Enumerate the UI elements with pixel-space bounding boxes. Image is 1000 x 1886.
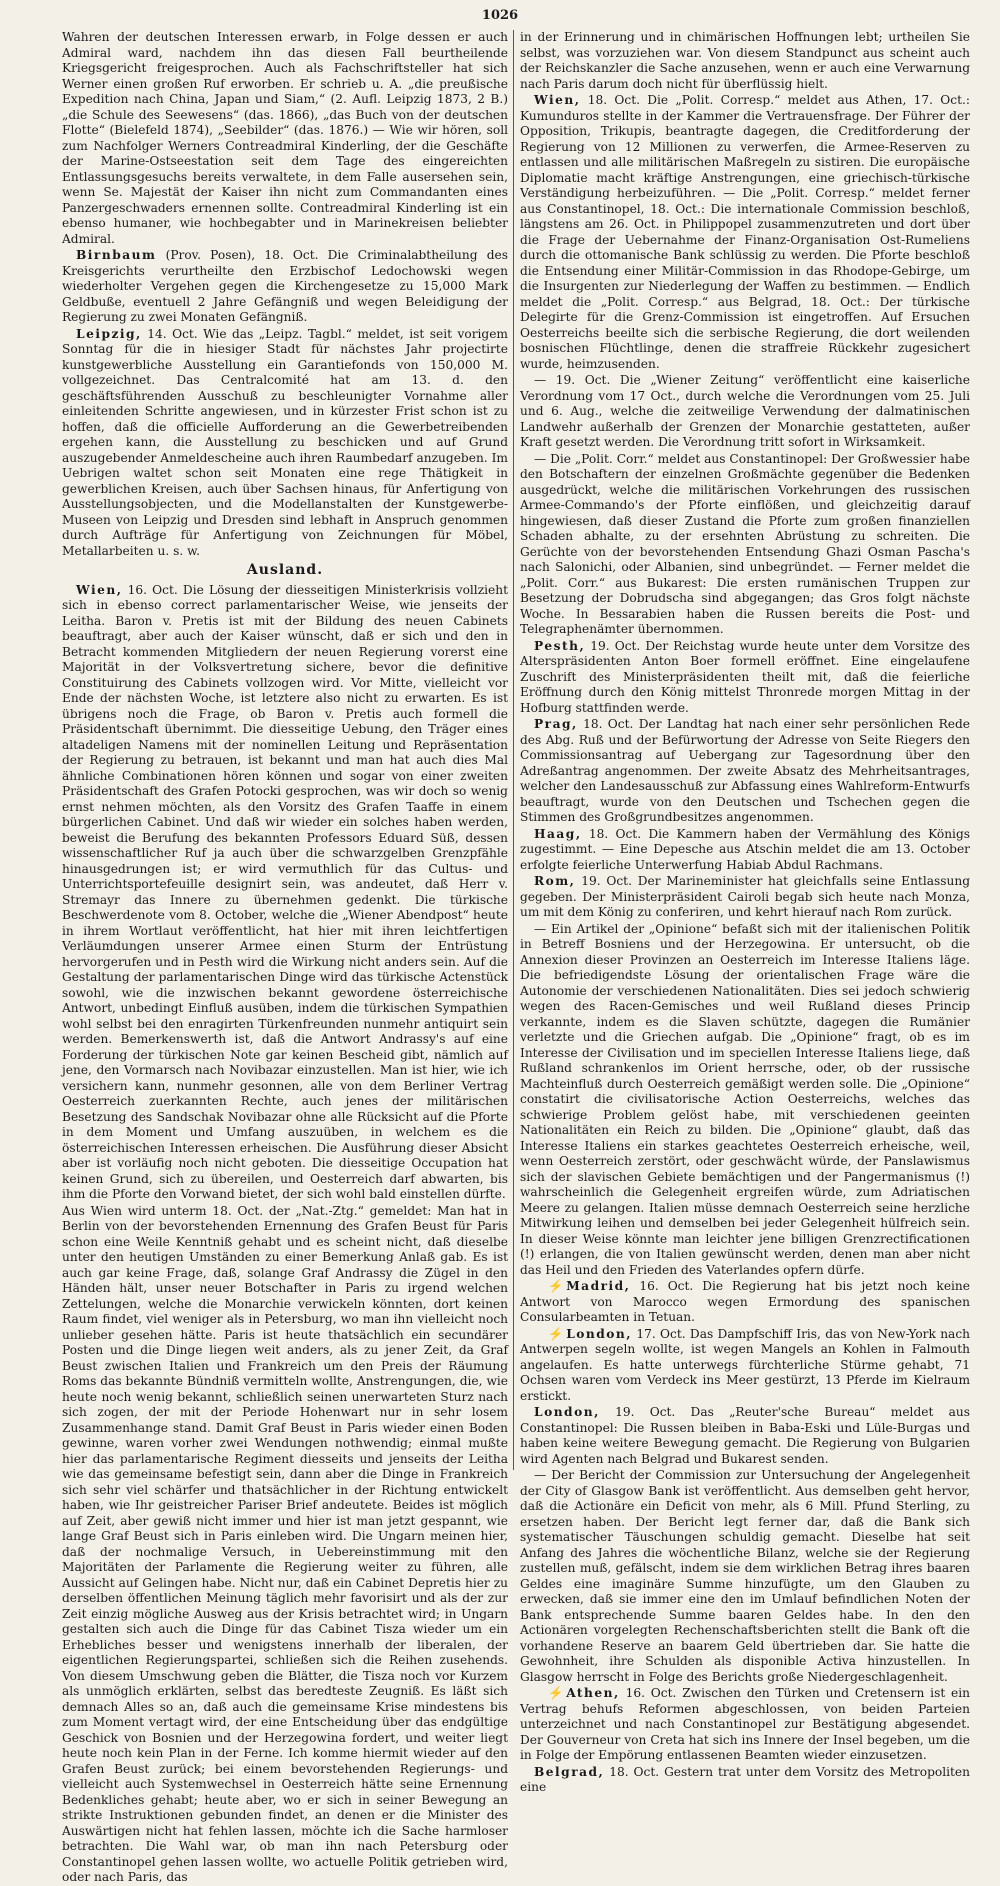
article-text: 16. Oct. Zwischen den Türken und Cretensern ist ein Vertrag behufs Reformen abgeschlossen, von beiden Parteien unterzeichnet und nach Constantinopel zur Bestätigung abgesendet. Der Gouverneur von Creta hat sich ins Innere der Insel begeben, um die in Folge der Empörung entlassenen Beamten wieder einzusetzen. xyxy=(520,1686,970,1762)
article-text: (Prov. Posen), 18. Oct. Die Criminalabtheilung des Kreisgerichts verurtheilte den Erzbischof Ledochowski wegen wiederholter Vergehen gegen die Kirchengesetze zu 15,000 Mark Geldbuße, eventuell 2 Jahre Gefängniß und wegen Beleidigung der Regierung zu zwei Monaten Gefängniß. xyxy=(62,248,508,324)
article-paragraph xyxy=(62,1204,508,1886)
right-column xyxy=(520,30,970,1794)
article-text: 16. Oct. Die Regierung hat bis jetzt noch keine Antwort von Marocco wegen Ermordung des spanischen Consularbeamten in Tetuan. xyxy=(520,1279,970,1324)
dateline: Haag, xyxy=(534,826,582,841)
article-text: 14. Oct. Wie das „Leipz. Tagbl.“ meldet, ist seit vorigem Sonntag für die in hiesiger Stadt für nächstes Jahr projectirte kunstgewerbliche Ausstellung ein Garantiefonds von 150,000 M. vollgezeichnet. Das Centralcomité hat am 13. d. den geschäftsführenden Ausschuß zu beschleunigter Vornahme aller einleitenden Schritte angewiesen, und in kürzester Frist schon ist zu hoffen, daß die officielle Aufforderung an die Gewerbetreibenden ergehen kann, die Ausstellung zu beschicken und auf Grund auszugebender Anmeldescheine auch ihren Raumbedarf anzugeben. Im Uebrigen waltet schon seit Monaten eine rege Thätigkeit in gewerblichen Kreisen, auch über Sachsen hinaus, für Anfertigung von Ausstellungsobjecten, und die Modellanstalten der Kunstgewerbe-Museen von Leipzig und Dresden sind lebhaft in Anspruch genommen durch Aufträge für Anfertigung von Zeichnungen für Möbel, Metallarbeiten u. s. w. xyxy=(62,326,508,558)
dateline: Pesth, xyxy=(534,638,586,653)
article-text: Wahren der deutschen Interessen erwarb, in Folge dessen er auch Admiral ward, nachdem ihn das diesen Fall beurtheilende Kriegsgericht freigesprochen. Auch als Fachschriftsteller hat sich Werner einen großen Ruf erworben. Er schrieb u. A. „die preußische Expedition nach China, Japan und Siam,“ (2. Aufl. Leipzig 1873, 2 B.) „die Schule des Seewesens“ (das. 1866), „das Buch von der deutschen Flotte“ (Bielefeld 1874), „Seebilder“ (das. 1876.) — Wie wir hören, soll zum Nachfolger Werners Contreadmiral Kinderling, der die Geschäfte der Marine-Ostseestation seit dem Tage des eingereichten Entlassungsgesuchs bereits verwaltete, in dem Falle ausersehen sein, wenn Se. Majestät der Kaiser ihn nicht zum Commandanten eines Panzergeschwaders ernennen sollte. Contreadmiral Kinderling ist ein ebenso humaner, wie hochbegabter und in Marinekreisen beliebter Admiral. xyxy=(62,30,508,246)
column-divider xyxy=(513,30,514,1470)
article-paragraph xyxy=(62,327,508,560)
article-paragraph xyxy=(520,93,970,372)
dateline: London, xyxy=(566,1326,633,1341)
article-text: 18. Oct. Der Landtag hat nach einer sehr persönlichen Rede des Abg. Ruß und der Befürwortung der Adresse von Seite Riegers den Commissionsantrag auf Uebergang zur Tagesordnung über den Adreßantrag angenommen. Der zweite Absatz des Mehrheitsantrages, welcher den Landesausschuß zur Abfassung eines Wahlreform-Entwurfs beauftragt, wurde von den Deutschen und Tschechen gegen die Stimmen des Großgrundbesitzes angenommen. xyxy=(520,717,970,824)
article-text: 17. Oct. Das Dampfschiff Iris, das von New-York nach Antwerpen segeln wollte, ist wegen Mangels an Kohlen in Falmouth angelaufen. Es hatte unterwegs fürchterliche Stürme gehabt, 71 Ochsen waren vom Verdeck ins Meer gestürzt, 13 Pferde im Kielraum erstickt. xyxy=(520,1326,970,1403)
dateline: Leipzig, xyxy=(76,326,142,341)
dateline: Athen, xyxy=(566,1686,620,1700)
article-paragraph xyxy=(520,452,970,638)
dateline: Madrid, xyxy=(566,1279,631,1293)
article-paragraph xyxy=(520,827,970,874)
left-column xyxy=(62,30,508,1884)
article-text: — 19. Oct. Die „Wiener Zeitung“ veröffentlicht eine kaiserliche Verordnung vom 17 Oct., durch welche die Verordnungen vom 25. Juli und 6. Aug., welche die zeitweilige Verwendung der dalmatinischen Landwehr außerhalb der Grenzen der Monarchie gestatteten, außer Kraft gesetzt werden. Die Verordnung tritt sofort in Wirksamkeit. xyxy=(520,373,970,449)
article-paragraph xyxy=(520,874,970,921)
article-paragraph xyxy=(520,1279,970,1326)
article-paragraph xyxy=(62,30,508,247)
article-text: — Ein Artikel der „Opinione“ befaßt sich mit der italienischen Politik in Betreff Bosniens und der Herzegowina. Er untersucht, ob die Annexion dieser Provinzen an Oesterreich im Interesse Italiens läge. Die befriedigendste Lösung der orientalischen Frage wäre die Autonomie der verschiedenen Nationalitäten. Dies sei jedoch schwierig wegen des Racen-Gemisches und weil Rußland dieses Princip verkannte, indem es die Slaven schützte, dagegen die Rumänier verletzte und die Griechen aufgab. Die „Opinione“ fragt, ob es im Interesse der Civilisation und im speciellen Interesse Italiens liege, daß Rußland schrankenlos im Orient herrsche, oder, ob der russische Machteinfluß durch Oesterreich gemäßigt werden solle. Die „Opinione“ constatirt die civilisatorische Action Oesterreichs, welches das schwierige Problem gelöst habe, mit verschiedenen geeinten Nationalitäten ein Reich zu bilden. Die „Opinione“ glaubt, daß das Interesse Italiens ein starkes geachtetes Oesterreich erheische, weil, wenn Oesterreich zerstört, oder geschwächt würde, der Panslawismus sich der slavischen Gebiete bemächtigen und der Pangermanismus (!) wahrscheinlich die Gelegenheit ergreifen würde, zum Adriatischen Meere zu gelangen. Italien müsse demnach Oesterreich seine herzliche Mitwirkung leihen und demselben bei jeder Gelegenheit hülfreich sein. In dieser Weise könnte man leichter jene billigen Grenzrectificationen (!) erlangen, die von Italien gewünscht werden, denen man aber nicht das Heil und den Frieden des Vaterlandes opfern dürfe. xyxy=(520,921,970,1277)
dateline: Belgrad, xyxy=(534,1764,605,1779)
dateline: Rom, xyxy=(534,874,576,888)
dateline: London, xyxy=(534,1405,600,1419)
article-paragraph xyxy=(520,922,970,1279)
article-paragraph xyxy=(520,1765,970,1796)
article-text: — Der Bericht der Commission zur Untersuchung der Angelegenheit der City of Glasgow Bank ist veröffentlicht. Aus demselben geht hervor, daß die Actionäre ein Deficit von mehr, als 6 Mill. Pfund Sterling, zu ersetzen haben. Der Bericht legt ferner dar, daß die Bank sich systematischer Täuschungen schuldig gemacht. Dieselbe hat seit Anfang des Jahres die wöchentliche Bilanz, welche sie der Regierung zustellen muß, gefälscht, indem sie dem wirklichen Betrag ihres baaren Geldes eine imaginäre Summe hinzufügte, um den Glauben zu erwecken, daß sie immer eine den im Umlauf befindlichen Noten der Bank entsprechende Summe baaren Geldes habe. In den den Actionären vorgelegten Rechenschaftsberichten stellt die Bank oft die vorhandene Reserve an baarem Geld übertrieben dar. Sie hatte die Gewohnheit, ihre Schulden als disponible Activa hinzustellen. In Glasgow herrscht in Folge des Berichts große Niedergeschlagenheit. xyxy=(520,1468,970,1684)
telegraph-icon: ⚡ xyxy=(548,1326,564,1341)
section-heading: Ausland. xyxy=(246,562,324,578)
dateline: Wien, xyxy=(76,582,123,597)
article-paragraph xyxy=(520,1686,970,1764)
article-text: 18. Oct. Die „Polit. Corresp.“ meldet aus Athen, 17. Oct.: Kumunduros stellte in der Kammer die Vertrauensfrage. Der Führer der Opposition, Trikupis, beantragte dagegen, die Creditforderung der Regierung von 12 Millionen zu verwerfen, die Armee-Reserven zu entlassen und alle militärischen Maßregeln zu sistiren. Die europäische Diplomatie macht kräftige Anstrengungen, eine griechisch-türkische Verständigung herbeizuführen. — Die „Polit. Corresp.“ meldet ferner aus Constantinopel, 18. Oct.: Die internationale Commission beschloß, längstens am 26. Oct. in Philippopel zusammenzutreten und dort über die Frage der Uebernahme der Finanz-Organisation Ost-Rumeliens durch die ottomanische Bank schlüssig zu werden. Die Pforte beschloß die Entsendung einer Militär-Commission in das Rhodope-Gebirge, um die Insurgenten zur Niederlegung der Waffen zu bestimmen. — Endlich meldet die „Polit. Corresp.“ aus Belgrad, 18. Oct.: Der türkische Delegirte für die Grenz-Commission ist eingetroffen. Auf Ersuchen Oesterreichs beeilte sich die serbische Regierung, die dort weilenden bosnischen Flüchtlinge, denen die straffreie Rückkehr zugesichert wurde, heimzusenden. xyxy=(520,93,970,371)
article-text: Aus Wien wird unterm 18. Oct. der „Nat.-Ztg.“ gemeldet: Man hat in Berlin von der bevorstehenden Ernennung des Grafen Beust für Paris schon eine Weile Kenntniß gehabt und es scheint nicht, daß dieselbe unter den heutigen Umständen zu einer Bemerkung Anlaß gab. Es ist auch gar keine Frage, daß, solange Graf Andrassy die Zügel in den Händen hält, unser neuer Botschafter in Paris zu irgend welchen Zettelungen, welche die Monarchie verwickeln könnten, dort keinen Raum findet, viel weniger als in Petersburg, wo man ihn vielleicht noch unlieber gesehen hätte. Paris ist heute thatsächlich ein secundärer Posten und die Dinge liegen weit anders, als zu jener Zeit, da Graf Beust zwischen Italien und Frankreich um den Preis der Räumung Roms das bekannte Bündniß vermitteln wollte, Anstrengungen, die, wie heute noch wenig bekannt, schließlich seinen unerwarteten Sturz nach sich zogen, der mit der Periode Hohenwart nur in sehr losem Zusammenhange stand. Damit Graf Beust in Paris wieder einen Boden gewinne, waren vorher zwei Wendungen nothwendig; einmal mußte hier das parlamentarische Regiment diesseits und jenseits der Leitha wie das gemeinsame befestigt sein, dann aber die Dinge in Frankreich sich sehr viel schärfer und thatsächlicher in der Richtung entwickelt haben, wie Ihr geistreicher Pariser Brief andeutete. Beides ist möglich auf Zeit, aber gewiß nicht immer und hier ist man jetzt gespannt, wie lange Graf Beust sich in Paris einleben wird. Die Ungarn meinen hier, daß der nochmalige Versuch, in Uebereinstimmung mit den Majoritäten der Parlamente die Regierung weiter zu führen, alle Aussicht auf Gelingen habe. Nicht nur, daß ein Cabinet Depretis hier zu derselben öffentlichen Meinung täglich mehr favorisirt und als der zur Zeit einzig mögliche Ausweg aus der Krisis betrachtet wird; in Ungarn gestalten sich auch die Dinge für das Cabinet Tisza wieder um ein Erhebliches besser und wenigstens innerhalb der liberalen, der eigentlichen Regierungspartei, schließen sich die Reihen zusehends. Von diesem Umschwung geben die Blätter, die Tisza noch vor Kurzem als unmöglich erklärten, selbst das beredteste Zeugniß. Es läßt sich demnach Alles so an, daß auch die gemeinsame Krise mindestens bis zum Moment vertagt wird, der eine Entscheidung über das endgültige Geschick von Bosnien und der Herzegowina fordert, und weiter liegt heute noch kein Plan in der Ferne. Ich komme hiermit wieder auf den Grafen Beust zurück; bei einem bevorstehenden Regierungs- und vielleicht auch Systemwechsel in Oesterreich hätte seine Ernennung Bedenkliches gehabt; heute aber, wo er sich in seiner Bewegung an strikte Instruktionen gebunden findet, an denen er die Minister des Auswärtigen nicht hat fehlen lassen, möchte ich die Sache harmloser betrachten. Die Wahl war, ob man ihn nach Petersburg oder Constantinopel gehen lassen wollte, wo actuelle Politik getrieben wird, oder nach Paris, das xyxy=(62,1203,508,1884)
article-paragraph xyxy=(62,583,508,1203)
dateline: Wien, xyxy=(534,93,581,107)
article-paragraph xyxy=(520,717,970,826)
article-paragraph xyxy=(520,373,970,451)
article-text: 18. Oct. Die Kammern haben der Vermählung des Königs zugestimmt. — Eine Depesche aus Atschin meldet die am 13. October erfolgte feierliche Unterwerfung Habiab Abdul Rachmans. xyxy=(520,826,970,872)
telegraph-icon: ⚡ xyxy=(548,1686,564,1700)
page-number: 1026 xyxy=(481,8,519,23)
article-paragraph xyxy=(520,1468,970,1685)
dateline: Prag, xyxy=(534,717,578,731)
article-text: 19. Oct. Das „Reuter'sche Bureau“ meldet aus Constantinopel: Die Russen bleiben in Baba-Eski und Lüle-Burgas und haben keine weitere Bewegung gemacht. Die Regierung von Bulgarien wird Agenten nach Belgrad und Bukarest senden. xyxy=(520,1405,970,1466)
telegraph-icon: ⚡ xyxy=(548,1279,564,1293)
dateline: Birnbaum xyxy=(76,248,157,262)
article-paragraph xyxy=(520,1327,970,1405)
article-paragraph xyxy=(520,639,970,717)
article-text: 16. Oct. Die Lösung der diesseitigen Ministerkrisis vollzieht sich in ebenso correct parlamentarischer Weise, wie jenseits der Leitha. Baron v. Pretis ist mit der Bildung des neuen Cabinets beauftragt, aber auch der Kaiser wünscht, daß er sich und den in Betracht kommenden Mitgliedern der neuen Regierung vorerst eine Majorität in der Volksvertretung sichere, bevor die definitive Constituirung des Cabinets vollzogen wird. Vor Mitte, vielleicht vor Ende der nächsten Woche, ist letztere also nicht zu erwarten. Es ist übrigens noch die Frage, ob Baron v. Pretis auch formell die Präsidentschaft übernimmt. Die diesseitige Uebung, den Träger eines altadeligen Namens mit der nominellen Leitung und Repräsentation der Regierung zu betrauen, ist bekannt und man hat auch dies Mal ähnliche Combinationen hören können und sogar von einer zweiten Präsidentschaft des Grafen Potocki gesprochen, was wir doch so wenig ernst nehmen möchten, als den Vorsitz des Grafen Taaffe in einem bürgerlichen Cabinet. Und daß wir wieder ein solches haben werden, beweist die Berufung des bekannten Professors Eduard Süß, dessen wissenschaftlicher Ruf ja auch über die schwarzgelben Grenzpfähle hinausgedrungen ist; er wird vermuthlich für das Cultus- und Unterrichtsportefeuille designirt sein, was andeutet, daß Herr v. Stremayr das Innere zu übernehmen gedenkt. Die türkische Beschwerdenote vom 8. October, welche die „Wiener Abendpost“ heute in ihrem Wortlaut veröffentlicht, hat hier mit ihren leichtfertigen Verläumdungen unserer Armee einen Sturm der Entrüstung hervorgerufen und in Pesth wird die Wirkung nicht anders sein. Auf die Gestaltung der parlamentarischen Dinge wird das türkische Actenstück sowohl, wie die inzwischen bekannt gewordene österreichische Antwort, unbedingt Einfluß ausüben, indem die türkischen Sympathien wohl selbst bei den enragirten Türkenfreunden nunmehr antiquirt sein werden. Bemerkenswerth ist, daß die Antwort Andrassy's auf eine Forderung der türkischen Note gar keinen Bescheid gibt, nämlich auf jene, den Vormarsch nach Novibazar einzustellen. Man ist hier, wie ich versichern kann, nunmehr gesonnen, alle von dem Berliner Vertrag Oesterreich zuerkannten Rechte, auch jenes der militärischen Besetzung des Sandschak Novibazar ohne alle Rücksicht auf die Pforte in dem Moment und Umfang auszuüben, in welchem es die österreichischen Interessen erheischen. Die Ausführung dieser Absicht aber ist vorläufig noch nicht geboten. Die diesseitige Occupation hat keinen Grund, sich zu übereilen, und Oesterreich darf abwarten, bis ihm die Pforte den Vorwand bietet, der sich wohl bald einstellen dürfte. xyxy=(62,582,508,1201)
article-paragraph xyxy=(520,1405,970,1467)
article-text: in der Erinnerung und in chimärischen Hoffnungen lebt; urtheilen Sie selbst, was vorzuziehen war. Von diesem Standpunct aus scheint auch der Reichskanzler die Sache anzusehen, wenn er auch eine Verwarnung nach Paris darum doch nicht für überflüssig hielt. xyxy=(520,30,970,91)
article-text: 18. Oct. Gestern trat unter dem Vorsitz des Metropoliten eine xyxy=(520,1764,970,1794)
article-text: 19. Oct. Der Reichstag wurde heute unter dem Vorsitze des Alterspräsidenten Anton Boer formell eröffnet. Eine eingelaufene Zuschrift des Ministerpräsidenten theilt mit, daß die feierliche Eröffnung durch den König mittelst Thronrede morgen Mittag in der Hofburg stattfinden werde. xyxy=(520,638,970,715)
article-paragraph xyxy=(520,30,970,92)
article-text: 19. Oct. Der Marineminister hat gleichfalls seine Entlassung gegeben. Der Ministerpräsident Cairoli begab sich heute nach Monza, um mit dem König zu conferiren, und kehrt hierauf nach Rom zurück. xyxy=(520,874,970,919)
article-text: — Die „Polit. Corr.“ meldet aus Constantinopel: Der Großwessier habe den Botschaftern der einzelnen Großmächte gegenüber die Bedenken ausgedrückt, welche die militärischen Vorkehrungen des russischen Armee-Commando's der Pforte einflößen, und gleichzeitig darauf hingewiesen, daß dieser Zustand die Pforte zum großen finanziellen Schaden abhalte, zu der ersehnten Abrüstung zu schreiten. Die Gerüchte von der bevorstehenden Entsendung Ghazi Osman Pascha's nach Salonichi, oder Albanien, sind unbegründet. — Ferner meldet die „Polit. Corr.“ aus Bukarest: Die ersten rumänischen Truppen zur Besetzung der Dobrudscha sind abgegangen; das Gros folgt nächste Woche. In Bessarabien haben die Russen bereits die Post- und Telegraphenämter übernommen. xyxy=(520,451,970,636)
article-paragraph xyxy=(62,248,508,326)
